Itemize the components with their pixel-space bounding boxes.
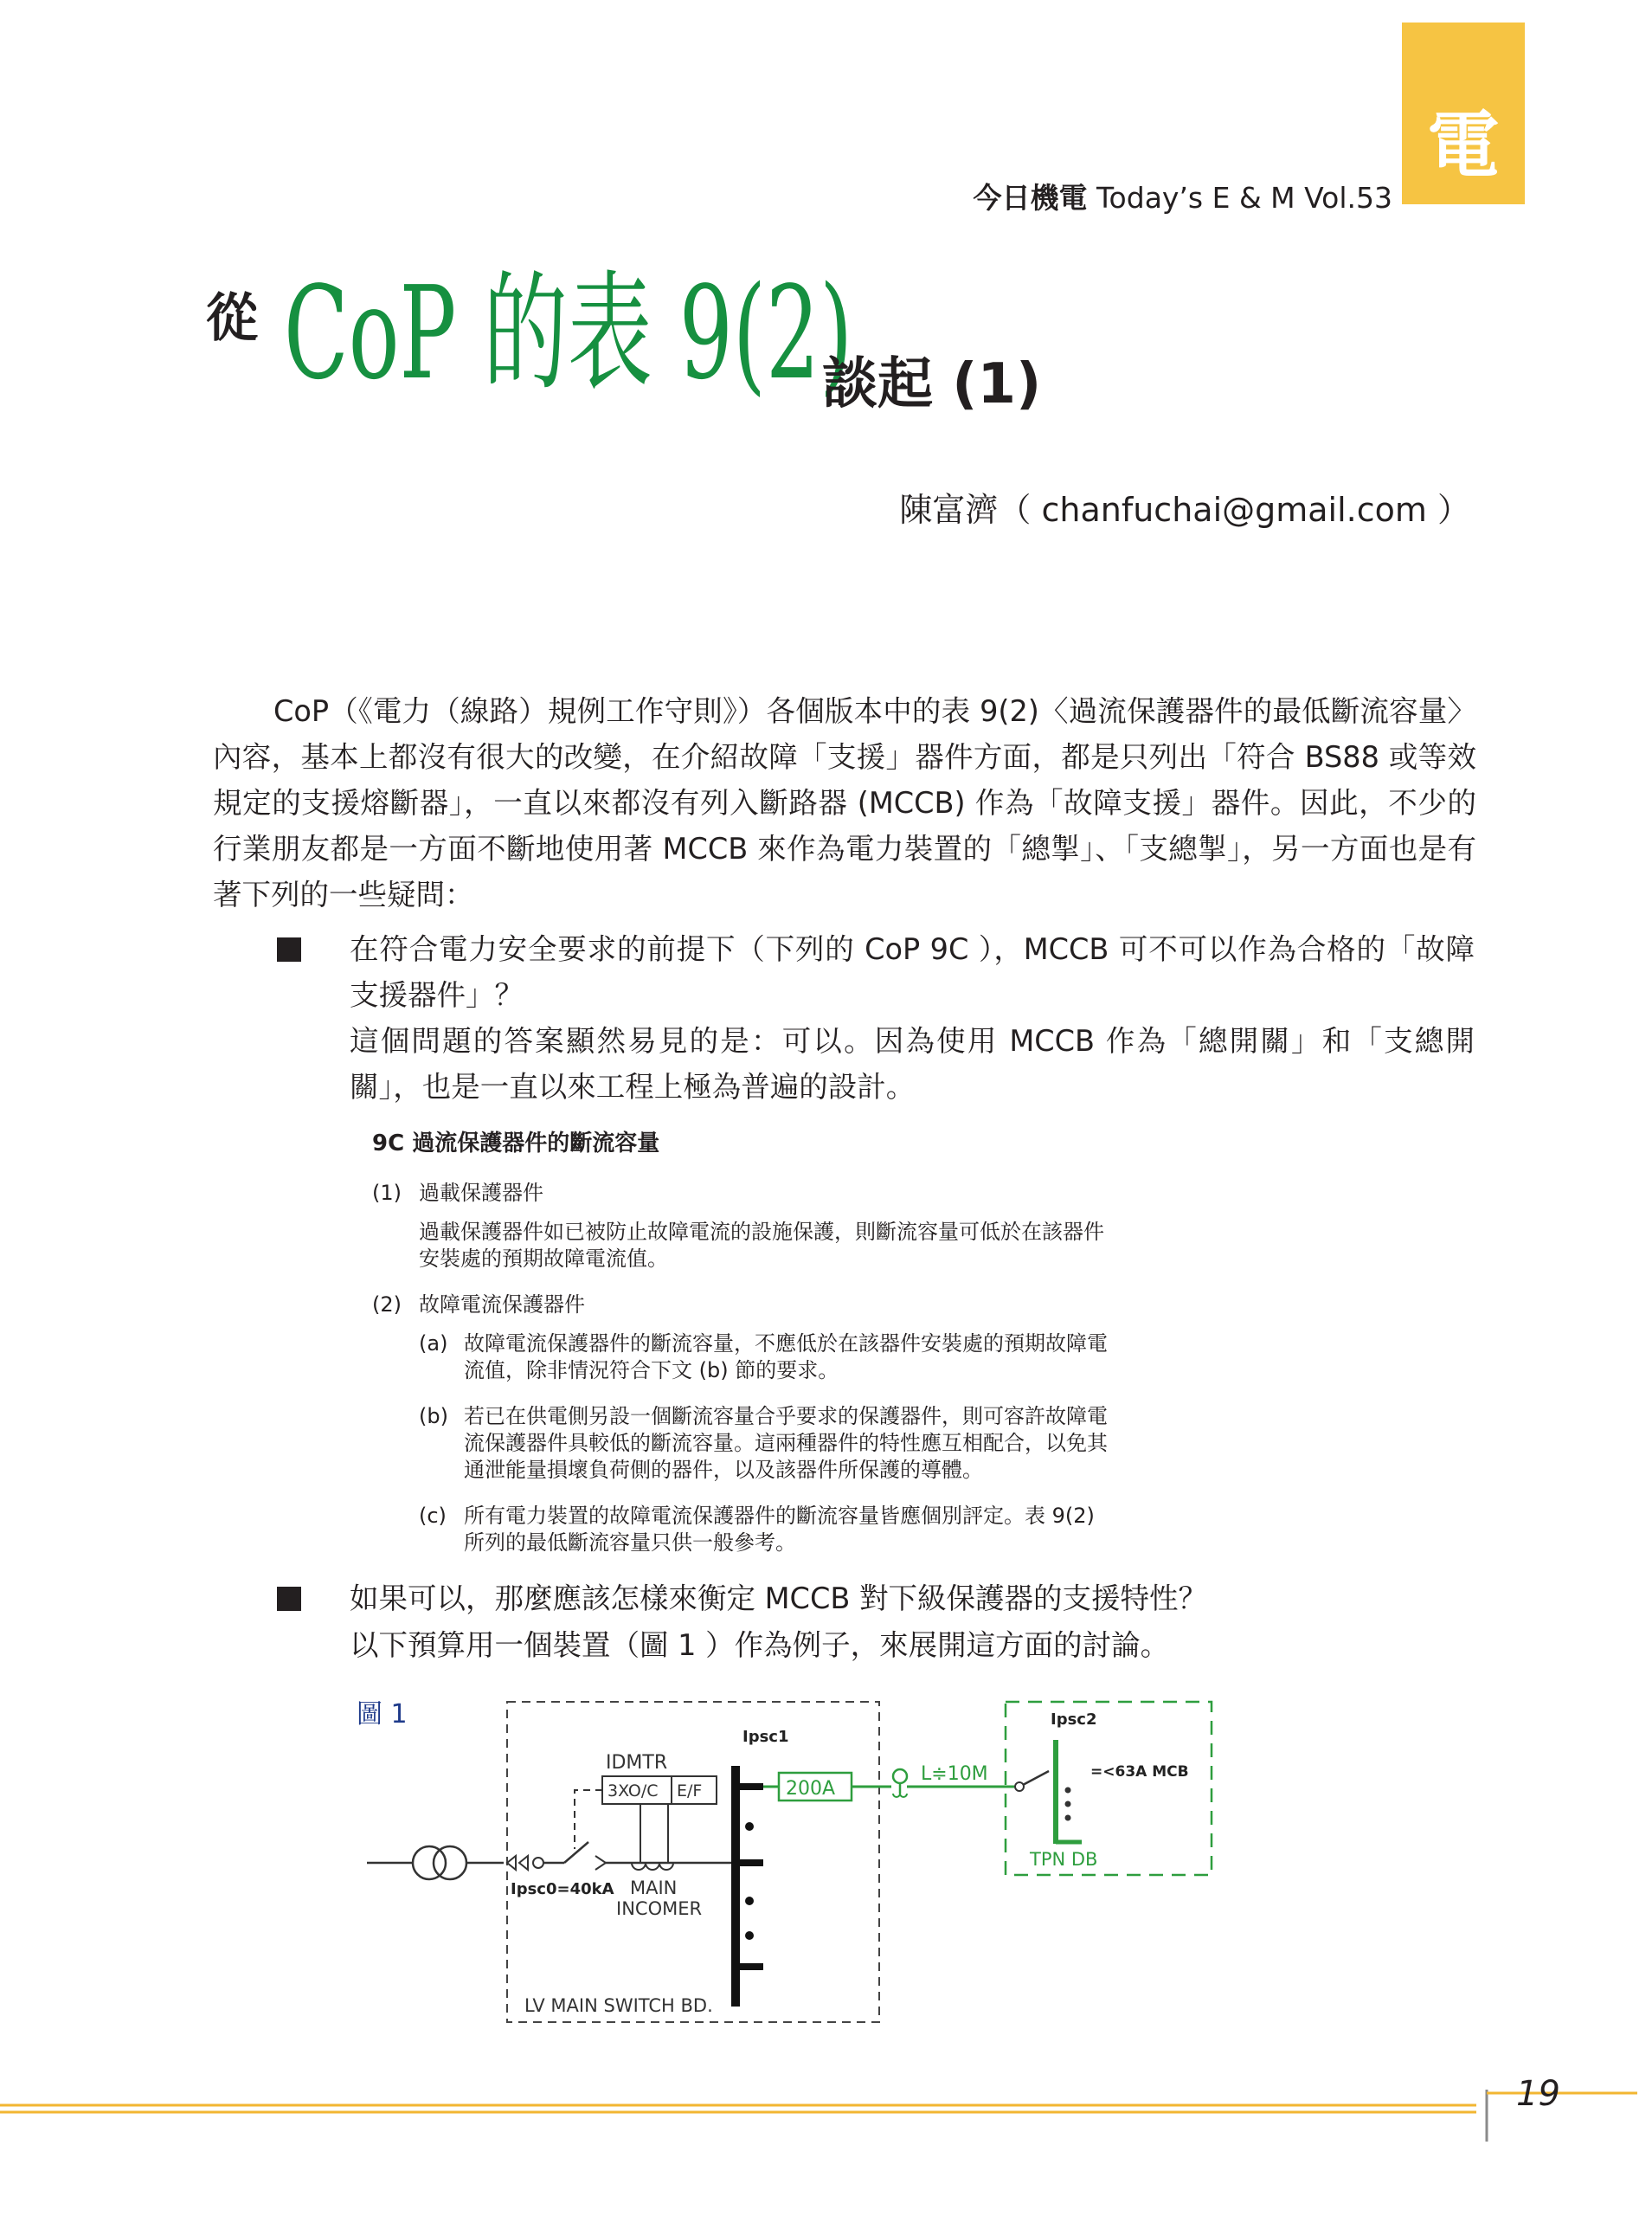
excerpt-sub-a-num: (a): [419, 1331, 448, 1356]
journal-name-en: Today’s E & M Vol.53: [1096, 181, 1392, 215]
single-line-diagram: [346, 1679, 1229, 2052]
excerpt-item-1-head: 過載保護器件: [419, 1181, 543, 1205]
relay-ef-label: E/F: [677, 1781, 703, 1800]
incomer-label: INCOMER: [616, 1898, 703, 1919]
excerpt-item-2-head: 故障電流保護器件: [419, 1292, 585, 1317]
idmtr-label: IDMTR: [606, 1752, 668, 1774]
relay-3xo-c-label: 3XO/C: [607, 1781, 659, 1800]
title-part-2: CoP 的表 9(2): [284, 259, 853, 408]
page-number: 19: [1516, 2074, 1560, 2114]
excerpt-item-1-num: (1): [372, 1181, 402, 1205]
excerpt-sub-c-num: (c): [419, 1504, 447, 1528]
tpn-db-label: TPN DB: [1030, 1849, 1098, 1870]
fuse-200a-label: 200A: [786, 1778, 836, 1800]
journal-name-zh: 今日機電: [973, 181, 1088, 215]
cable-gland-icon: [893, 1769, 907, 1783]
author-line: 陳富濟（ chanfuchai@gmail.com ）: [899, 491, 1470, 529]
intro-paragraph: CoP（《電力（線路）規例工作守則》）各個版本中的表 9(2)〈過流保護器件的最低斷流容量〉內容，基本上都沒有很大的改變，在介紹故障「支援」器件方面，都是只列出「符合 BS88 或等效規定的支援熔斷器」，一直以來都沒有列入斷路器 (MCCB) 作為「故障支援」器件。因此，不少的行業朋友都是一方面不斷地使用著 MCCB 來作為電力裝置的「總掣」、「支總掣」，另一方面也是有著下列的一些疑問：: [213, 694, 1476, 912]
cop-9c-excerpt: [372, 1125, 1116, 1556]
title-part-3: 談起 (1): [822, 352, 1042, 416]
bullet-2-question: 如果可以，那麼應該怎樣來衡定 MCCB 對下級保護器的支援特性？: [350, 1581, 1207, 1615]
ipsc2-label: Ipsc2: [1051, 1710, 1097, 1729]
bullet-1-answer: 這個問題的答案顯然易見的是：可以。因為使用 MCCB 作為「總開關」和「支總開關」，也是一直以來工程上極為普遍的設計。: [350, 1024, 1475, 1104]
lv-board-label: LV MAIN SWITCH BD.: [524, 1995, 713, 2016]
drawout-symbol: [507, 1856, 528, 1870]
ipsc1-label: Ipsc1: [742, 1728, 789, 1746]
main-label: MAIN: [630, 1878, 678, 1898]
mcb-label: =<63A MCB: [1090, 1763, 1189, 1781]
excerpt-item-2-num: (2): [372, 1292, 402, 1317]
title-part-1: 從: [206, 288, 258, 349]
excerpt-sub-b-text: 若已在供電側另設一個斷流容量合乎要求的保護器件，則可容許故障電流保護器件具較低的斷流容量。這兩種器件的特性應互相配合，以免其通泄能量損壞負荷側的器件，以及該器件所保護的導體。: [464, 1404, 1108, 1482]
incomer-breaker-contact: [564, 1842, 588, 1863]
footer-rule: [0, 2090, 1652, 2159]
figure-label: 圖 1: [357, 1699, 408, 1730]
running-head: [974, 176, 1393, 216]
bullet-square-icon: [277, 1587, 301, 1611]
bullet-2-answer: 以下預算用一個裝置（圖 1 ）作為例子，來展開這方面的討論。: [350, 1628, 1170, 1662]
excerpt-item-1-body: 過載保護器件如已被防止故障電流的設施保護，則斷流容量可低於在該器件安裝處的預期故障電流值。: [419, 1220, 1104, 1271]
excerpt-title: 9C 過流保護器件的斷流容量: [372, 1131, 660, 1156]
ipsc0-label: Ipsc0=40kA: [511, 1880, 614, 1898]
excerpt-sub-c-text: 所有電力裝置的故障電流保護器件的斷流容量皆應個別評定。表 9(2) 所列的最低斷流容量只供一般參考。: [464, 1504, 1095, 1555]
bullet-square-icon: [277, 937, 301, 962]
mcb-contact: [1023, 1771, 1049, 1785]
bullet-1-question: 在符合電力安全要求的前提下（下列的 CoP 9C ），MCCB 可不可以作為合格的「故障支援器件」？: [350, 932, 1475, 1012]
section-tab-char: 電: [1426, 102, 1500, 188]
transformer-icon: [413, 1846, 446, 1879]
excerpt-sub-b-num: (b): [419, 1404, 448, 1428]
excerpt-sub-a-text: 故障電流保護器件的斷流容量，不應低於在該器件安裝處的預期故障電流值，除非情況符合下文 (b) 節的要求。: [464, 1331, 1108, 1382]
cable-length-label: L≑10M: [921, 1763, 988, 1785]
